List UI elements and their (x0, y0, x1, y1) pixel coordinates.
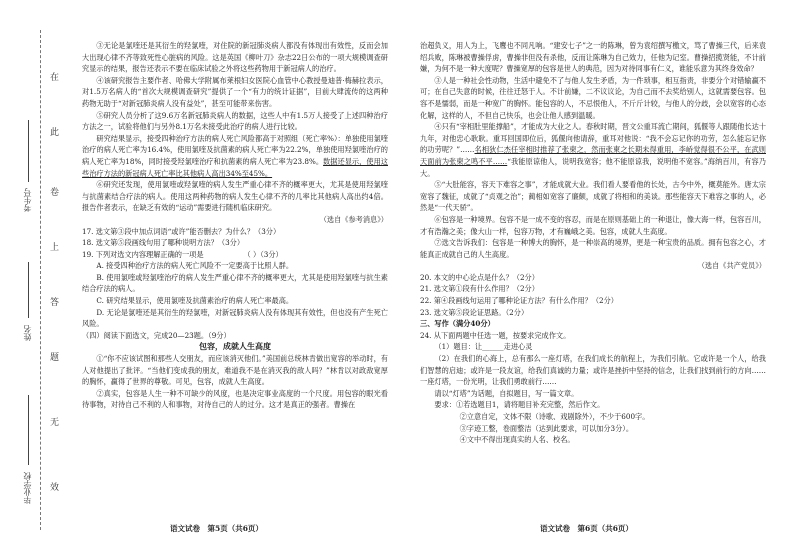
margin-char: 卷 (50, 188, 60, 198)
requirement-3: ③字迹工整，卷面整洁（达到此要求，可以加分3分）。 (459, 423, 634, 433)
topic-1: （1）题目：让______走进心灵 (434, 342, 533, 352)
option-c: C. 研究结果显示，使用氯喹及抗菌素治疗的病人死亡率最高。 (96, 296, 294, 306)
margin-char: 在 (50, 73, 60, 83)
underlined-sentence: 名相狄仁杰任宰相时推荐了张柬之，然而张柬之长期未得重用，李峤觉得很不公平，在武则天面前为张柬之鸣不平…… (420, 145, 766, 166)
paragraph: ③无论是氯喹还是其衍生的羟氯喹，对住院的新冠肺炎病人都没有体现出有效性，反而会加大出现心律不齐等致死性心脏病的风险。这是英国《柳叶刀》杂志22日公布的一项大规模调查研究显示的结果，报告还表示不要在临床试验之外将这些药物用于新冠病人的治疗。 (82, 41, 388, 74)
question-23: 23. 选文第⑤段论证思路。（2分） (420, 307, 529, 317)
paragraph-text: “我能原谅他人，说明我宽容；他不能原谅我，说明他不宽容。”海纳百川，有容乃大。 (420, 156, 766, 178)
paragraph-text: ④只有“宰相肚里能撑船”，才能成为大业之人。春秋时期，晋文公重耳流亡期间，狐偃等人跟随他长达十九年，对他忠心耿耿。重耳回国即位后，狐偃向他请辞，重耳对他说：“我不会忘记你的功劳，怎么能忘记你的功劳呢？”…… (420, 122, 766, 155)
question-22: 22. 第④段画线句运用了哪种论证方法？有什么作用？（2分） (420, 296, 618, 306)
question-19 (82, 249, 388, 261)
binding-line (40, 30, 41, 530)
page-5-content (82, 40, 388, 411)
question-24: 24. 从下面两题中任选一题，按要求完成作文。 (420, 330, 571, 340)
question-21: 21. 选文第①段有什么作用？（2分） (420, 284, 539, 294)
paragraph (82, 133, 388, 179)
paragraph: 治超负义，用人为上，飞鹰也不同凡响。“建安七子”之一的陈琳，曾为袁绍撰写檄文，骂了曹操三代，后来袁绍兵败，陈琳被曹操俘虏，曹操非但没有杀他，反而让陈琳为自己效力，任他为记室。曹操招揽贤能，不计前嫌，为何不是一种大度呢？曹操宽厚的包容是世人的典范，因为对待同事有仁义，谁能乐意为其终身效命？ (420, 41, 766, 74)
requirement-2: ②立意自定，文体不限（诗歌、戏剧除外），不少于600字。 (459, 412, 650, 421)
paragraph (420, 121, 766, 179)
source-note: （选自《共产党员》） (697, 261, 766, 271)
paragraph: ⑤研究人员分析了这9.6万名新冠肺炎病人的数据，这些人中有1.5万人接受了上述四种治疗方法之一，试验将他们与另外8.1万名未接受此治疗的病人进行比较。 (82, 110, 388, 132)
margin-char: 答 (50, 298, 60, 308)
part-4-heading: （四）阅读下面选文，完成20—23题。（9分） (82, 330, 231, 340)
source-note: （选自《参考消息》） (319, 214, 388, 224)
question-19-text: 19. 下列对选文内容理解正确的一项是 (82, 249, 204, 259)
option-b: B. 使用氯喹或羟氯喹治疗的病人发生严重心律不齐的概率更大，尤其是使用羟氯喹与抗生素结合疗法的病人。 (82, 272, 388, 294)
margin-char: 无 (50, 418, 60, 428)
page-6-content (420, 40, 766, 446)
exam-number-label: 考生号 (23, 188, 32, 212)
name-blank (28, 262, 29, 318)
binding-margin (0, 0, 60, 560)
margin-char: 上 (50, 243, 60, 253)
page-footer-right: 语文试卷 第6页（共6页） (540, 524, 633, 533)
margin-char: 题 (50, 353, 60, 363)
paragraph: ①“你不应该试图和那些人交朋友，而应该消灭他们。”美国前总统林肯做出宽容的举动时，有人对他提出了批评。“当他们变成我的朋友，难道我不是在消灭我的敌人吗？”林肯以对政敌宽厚的胸怀，赢得了世界的尊敬。可见，包容，成就人生高度。 (82, 354, 388, 387)
paragraph: ⑤“大肚能容，容天下难容之事”，才能成就大业。我们看人要看他的长处，古今中外，概莫能外。唐太宗宽容了魏征，成就了“贞观之治”；蔺相如宽容了廉颇，成就了将相和的美谈。那些能容天下难容之事的人，必然是“一代天骄”。 (420, 180, 766, 213)
paragraph-text: 研究结果显示，接受四种治疗方法的病人死亡风险都高于对照组（死亡率%）：单独使用氯喹治疗的病人死亡率为16.4%，使用氯喹及抗菌素的病人死亡率为22.2%，单独使用羟氯喹治疗的病人死亡率为18%，同时接受羟氯喹治疗和抗菌素的病人死亡率为23.8%。 (82, 133, 388, 166)
margin-char: 效 (50, 483, 60, 493)
option-d: D. 无论是氯喹还是其衍生的羟氯喹，对新冠肺炎病人没有体现其有效性，但也没有产生死亡风险。 (82, 307, 388, 329)
requirement-4: ④文中不得出现真实的人名、校名。 (459, 435, 575, 445)
exam-number-blank (28, 120, 29, 182)
option-a: A. 接受四种治疗方法的病人死亡风险不一定要高于比照人群。 (96, 261, 294, 271)
margin-char: 此 (50, 128, 60, 138)
requirement-1: 要求：①若选题目1，请将题目补充完整，然后作文。 (434, 400, 605, 410)
paragraph: ⑥研究还发现，使用氯喹或羟氯喹的病人发生严重心律不齐的概率更大，尤其是使用羟氯喹与抗菌素结合疗法的病人。使用这两种药物的病人发生心律不齐的几率比其他病人高出约4倍。报告作者表示，在缺乏有效的“运动”需要进行随机临床研究。 (82, 180, 388, 213)
topic-2: （2）在我们的心海上，总有那么一座灯塔，在我们成长的航程上，为我们引航。它或许是一个人，给我们智慧的启迪；或许是一段友谊，给我们真诚的力量；或许是挫折中坚持的信念，让我们找到前行的方向……一座灯塔，一份光明，让我们勇敢前行…… (420, 354, 766, 387)
page-footer-left: 语文试卷 第5页（共6页） (170, 524, 263, 533)
paragraph: ⑥包容是一种境界。包容不是一成不变的容忍，而是在原则基础上的一种退让，像大海一样，包容百川，才有浩瀚之美；像大山一样，包容万物，才有巍峨之美。包容，成就人生高度。 (420, 214, 766, 236)
paragraph: ⑦选文告诉我们：包容是一种博大的胸怀，是一种崇高的境界，更是一种宝贵的品质。拥有包容之心，才能真正成就自己的人生高度。 (420, 238, 766, 259)
name-label: 姓名 (23, 325, 32, 341)
paragraph: ④该研究报告主要作者、哈佛大学附属布莱根妇女医院心血管中心教授曼迪普·梅赫拉表示，对1.5万名病人的“首次大规模调查研究”提供了一个“有力的统计证据”，目前大肆流传的这两种药物无助于“对新冠肺炎病人没有益处”，甚至可能带来伤害。 (82, 75, 388, 108)
school-blank (28, 395, 29, 465)
paragraph: ③人是一种社会性动物，生活中避免不了与他人发生矛盾，为一件琐事，相互指责，非要分个对错输赢不可；在自己失意的时候，往往迁怒于人。不计前嫌，二不议议论，为自己而不去奖给别人，这就需要包容。包容不是懦弱，而是一种宽广的胸怀。能包容的人，不忌恨他人，不斤斤计较，与他人的分歧，会以宽容的心态化解，这样的人，不但自己快乐，也会让他人感到温暖。 (420, 75, 766, 120)
question-18: 18. 选文第⑤段画线句用了哪种说明方法？（3分） (82, 238, 245, 248)
question-17: 17. 选文第③段中加点词语“或许”能否删去？为什么？（3分） (82, 226, 281, 236)
answer-paren: （ ）（3分） (243, 249, 283, 259)
school-label: 毕业学校 (23, 472, 32, 504)
writing-section-heading: 三、写作（满分40分） (420, 319, 495, 329)
underlined-sentence: 数据还显示，使用这些治疗方法的新冠病人死亡率比其他病人高出34%至45%。 (82, 156, 388, 178)
topic-2-instruction: 请以“灯塔”为话题，自拟题目，写一篇文章。 (434, 388, 579, 398)
question-20: 20. 本文的中心论点是什么？（2分） (420, 272, 539, 282)
paragraph: ②真实，包容是人生一种不可缺少的风度，也是决定事业高度的一个尺度。用包容的眼光看待事物，对待自己不利的人和事物，对待自己的人的过分。这才是真正的强者。曹操在 (82, 388, 388, 410)
essay-title: 包容，成就人生高度 (199, 341, 271, 352)
